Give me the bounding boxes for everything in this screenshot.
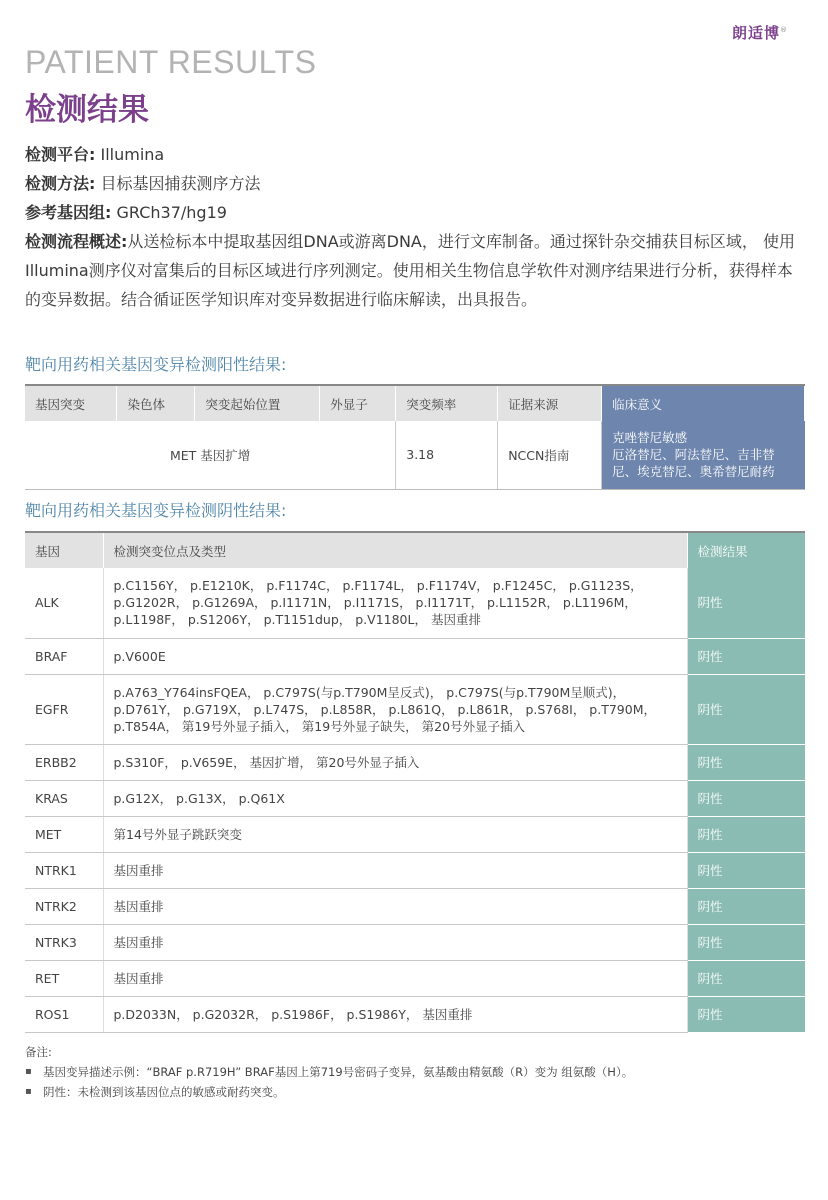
result-cell: 阴性	[687, 816, 805, 852]
table-row	[25, 852, 805, 888]
result-cell: 阴性	[687, 674, 805, 744]
negative-header-row	[25, 532, 805, 568]
note-item: ▪ 阴性：未检测到该基因位点的敏感或耐药突变。	[25, 1082, 805, 1102]
sites-cell: 基因重排	[103, 924, 687, 960]
brand-logo-text: 朗适博	[731, 24, 780, 42]
positive-table	[25, 384, 805, 490]
result-cell: 阴性	[687, 568, 805, 638]
gene-cell: RET	[25, 960, 103, 996]
col-sites: 检测突变位点及类型	[103, 532, 687, 568]
table-row	[25, 924, 805, 960]
gene-cell: BRAF	[25, 638, 103, 674]
col-clinical: 临床意义	[602, 385, 805, 421]
brand-logo	[732, 22, 788, 43]
gene-cell: NTRK3	[25, 924, 103, 960]
gene-cell: NTRK1	[25, 852, 103, 888]
col-frequency: 突变频率	[396, 385, 498, 421]
result-cell: 阴性	[687, 996, 805, 1032]
platform-line	[25, 140, 805, 169]
clinical-sensitive: 克唑替尼敏感	[612, 430, 688, 446]
table-row	[25, 780, 805, 816]
col-chromosome: 染色体	[117, 385, 195, 421]
result-cell: 阴性	[687, 960, 805, 996]
col-exon: 外显子	[320, 385, 396, 421]
table-row	[25, 888, 805, 924]
platform-value: Illumina	[95, 145, 165, 164]
method-value: 目标基因捕获测序方法	[95, 174, 261, 193]
notes	[25, 1042, 805, 1102]
sites-cell: p.V600E	[103, 638, 687, 674]
table-row	[25, 638, 805, 674]
reference-label: 参考基因组:	[25, 203, 112, 222]
registered-mark: ®	[780, 26, 788, 34]
test-info	[25, 140, 805, 314]
workflow-label: 检测流程概述:	[25, 232, 128, 251]
table-row	[25, 960, 805, 996]
result-cell: 阴性	[687, 924, 805, 960]
negative-table	[25, 531, 805, 1033]
result-cell: 阴性	[687, 888, 805, 924]
page-title-en: PATIENT RESULTS	[25, 44, 317, 80]
positive-row	[25, 421, 805, 489]
col-evidence: 证据来源	[498, 385, 602, 421]
workflow-line	[25, 227, 805, 314]
table-row	[25, 996, 805, 1032]
gene-cell: ERBB2	[25, 744, 103, 780]
positive-gene: MET 基因扩增	[25, 421, 396, 489]
note-item: ▪ 基因变异描述示例：“BRAF p.R719H” BRAF基因上第719号密码子变异，氨基酸由精氨酸（R）变为 组氨酸（H）。	[25, 1062, 805, 1082]
gene-cell: ROS1	[25, 996, 103, 1032]
page-title-zh: 检测结果	[25, 92, 149, 128]
gene-cell: MET	[25, 816, 103, 852]
workflow-value: 从送检标本中提取基因组DNA或游离DNA，进行文库制备。通过探针杂交捕获目标区域， 使用Illumina测序仪对富集后的目标区域进行序列测定。使用相关生物信息学软件对测序结果进行分析，获得样本的变异数据。结合循证医学知识库对变异数据进行临床解读，出具报告。	[25, 232, 795, 309]
sites-cell: 第14号外显子跳跃突变	[103, 816, 687, 852]
positive-clinical	[602, 421, 805, 489]
positive-frequency: 3.18	[396, 421, 498, 489]
sites-cell: p.C1156Y， p.E1210K， p.F1174C， p.F1174L， p.F1174V， p.F1245C， p.G1123S， p.G1202R， p.G1269A， p.I1171N， p.I1171S， p.I1171T， p.L1152R， p.L1196M， p.L1198F， p.S1206Y， p.T1151dup， p.V1180L， 基因重排	[103, 568, 687, 638]
platform-label: 检测平台:	[25, 145, 96, 164]
notes-title: 备注:	[25, 1045, 52, 1059]
sites-cell: p.D2033N， p.G2032R， p.S1986F， p.S1986Y， 基因重排	[103, 996, 687, 1032]
col-gene: 基因	[25, 532, 103, 568]
table-row	[25, 744, 805, 780]
result-cell: 阴性	[687, 744, 805, 780]
sites-cell: 基因重排	[103, 888, 687, 924]
col-gene-mutation: 基因突变	[25, 385, 117, 421]
gene-cell: ALK	[25, 568, 103, 638]
sites-cell: 基因重排	[103, 852, 687, 888]
result-cell: 阴性	[687, 852, 805, 888]
gene-cell: KRAS	[25, 780, 103, 816]
reference-value: GRCh37/hg19	[111, 203, 227, 222]
gene-cell: EGFR	[25, 674, 103, 744]
positive-evidence: NCCN指南	[498, 421, 602, 489]
table-row	[25, 568, 805, 638]
sites-cell: p.A763_Y764insFQEA， p.C797S(与p.T790M呈反式)， p.C797S(与p.T790M呈顺式)， p.D761Y， p.G719X， p.L747S， p.L858R， p.L861Q， p.L861R， p.S768I， p.T790M， p.T854A， 第19号外显子插入， 第19号外显子缺失， 第20号外显子插入	[103, 674, 687, 744]
col-result: 检测结果	[687, 532, 805, 568]
table-row	[25, 674, 805, 744]
negative-heading: 靶向用药相关基因变异检测阴性结果:	[25, 501, 287, 520]
method-line	[25, 169, 805, 198]
sites-cell: p.G12X， p.G13X， p.Q61X	[103, 780, 687, 816]
sites-cell: p.S310F， p.V659E， 基因扩增， 第20号外显子插入	[103, 744, 687, 780]
table-row	[25, 816, 805, 852]
reference-line	[25, 198, 805, 227]
sites-cell: 基因重排	[103, 960, 687, 996]
method-label: 检测方法:	[25, 174, 96, 193]
col-start-position: 突变起始位置	[195, 385, 320, 421]
result-cell: 阴性	[687, 638, 805, 674]
positive-heading: 靶向用药相关基因变异检测阳性结果:	[25, 355, 287, 374]
result-cell: 阴性	[687, 780, 805, 816]
clinical-resistant: 厄洛替尼、阿法替尼、吉非替尼、埃克替尼、奥希替尼耐药	[612, 447, 775, 480]
notes-list	[25, 1062, 805, 1102]
gene-cell: NTRK2	[25, 888, 103, 924]
positive-header-row	[25, 385, 805, 421]
